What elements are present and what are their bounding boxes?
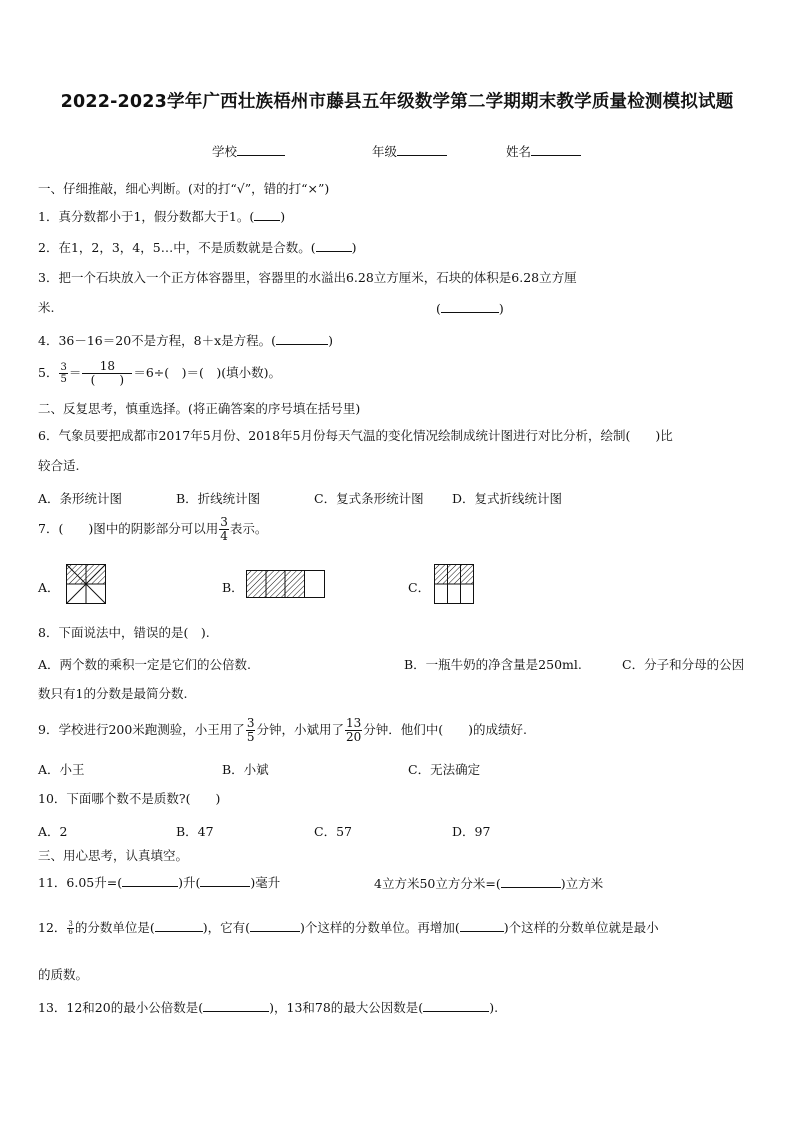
school-blank[interactable]: [237, 143, 285, 156]
q7-text: 7．( )图中的阴影部分可以用: [38, 521, 219, 536]
grade-field: [372, 142, 447, 160]
q7-figure-a: [66, 564, 106, 604]
q11-text-d: 4立方米50立方分米=(: [374, 876, 501, 891]
q5-eq: ＝: [68, 365, 82, 380]
school-label: 学校: [212, 144, 238, 159]
q9-fraction-1: [246, 717, 256, 744]
q12-fraction: [67, 921, 73, 936]
q8-option-c[interactable]: C．分子和分母的公因: [622, 657, 745, 672]
q4-paren-close: ): [328, 333, 333, 348]
question-11-part-2: [374, 874, 603, 892]
q11-text-b: )升(: [178, 875, 201, 890]
q9-text2: 分钟，小斌用了: [256, 722, 344, 737]
q9-text3: 分钟．他们中( )的成绩好.: [363, 722, 527, 737]
question-9: [38, 715, 527, 745]
q1-text: 1．真分数都小于1，假分数都大于1。(: [38, 209, 255, 224]
q6-option-a[interactable]: A．条形统计图: [38, 491, 123, 506]
q13-blank-1[interactable]: [203, 999, 269, 1012]
q12-prefix: 12．: [38, 920, 67, 935]
q9-fraction-2: [345, 717, 362, 744]
q3-answer[interactable]: [441, 300, 499, 313]
q5-f2-den[interactable]: ( ): [90, 373, 125, 387]
section-2-heading: 二、反复思考，慎重选择。(将正确答案的序号填在括号里): [38, 401, 361, 416]
question-10: 10．下面哪个数不是质数?( ): [38, 791, 221, 806]
q5-rest: ＝6÷( )＝( )(填小数)。: [133, 365, 282, 380]
name-label: 姓名: [506, 144, 532, 159]
q9-f2-num: 13: [345, 716, 362, 730]
question-6-line1: 6．气象员要把成都市2017年5月份、2018年5月份每天气温的变化情况绘制成统计图进行对比分析，绘制( )比: [38, 428, 673, 443]
question-3-line1: 3．把一个石块放入一个正方体容器里，容器里的水溢出6.28立方厘米，石块的体积是6.28立方厘: [38, 270, 577, 285]
q7-f-den: 4: [220, 529, 228, 543]
q7-end: 表示。: [229, 521, 268, 536]
grade-blank[interactable]: [397, 143, 447, 156]
exam-title: 2022-2023学年广西壮族梧州市藤县五年级数学第二学期期末教学质量检测模拟试题: [60, 92, 734, 112]
q10-option-b[interactable]: B．47: [176, 824, 214, 839]
q11-text-a: 11．6.05升=(: [38, 875, 123, 890]
question-8: 8．下面说法中，错误的是( ).: [38, 625, 210, 640]
q12-blank-3[interactable]: [460, 919, 504, 932]
q2-answer[interactable]: [316, 239, 352, 252]
q5-prefix: 5．: [38, 365, 59, 380]
q13-text-c: ).: [489, 1000, 499, 1015]
q12-f-num: 3: [68, 920, 73, 928]
q11-blank-3[interactable]: [501, 875, 561, 888]
q6-option-c[interactable]: C．复式条形统计图: [314, 491, 424, 506]
question-2: [38, 239, 357, 256]
q3-paren-close: ): [498, 301, 504, 316]
question-13: [38, 999, 498, 1016]
name-field: [506, 142, 581, 160]
q8-option-a[interactable]: A．两个数的乘积一定是它们的公倍数.: [38, 657, 252, 672]
question-11: [38, 874, 280, 891]
q9-option-b[interactable]: B．小斌: [222, 762, 269, 777]
q7-option-c-label[interactable]: C．: [408, 580, 431, 595]
q9-f2-den: 20: [345, 730, 362, 744]
q9-f1-den: 5: [246, 730, 255, 744]
q1-paren-close: ): [280, 209, 286, 224]
q7-figure-c: [434, 564, 474, 604]
question-3-line2: 米.: [38, 300, 55, 315]
q10-option-d[interactable]: D．97: [452, 824, 491, 839]
q8-option-c-line2: 数只有1的分数是最简分数.: [38, 686, 188, 701]
q11-text-e: )立方米: [560, 876, 604, 891]
q4-answer[interactable]: [276, 332, 328, 345]
q12-text-2: )，它有(: [202, 920, 251, 935]
q7-option-a-label[interactable]: A．: [38, 580, 60, 595]
q3-paren-open: (: [436, 301, 441, 316]
q9-text1: 9．学校进行200米跑测验，小王用了: [38, 722, 245, 737]
q1-answer[interactable]: [254, 208, 280, 221]
question-1: [38, 208, 285, 225]
q7-option-b-label[interactable]: B．: [222, 580, 244, 595]
question-6-line2: 较合适.: [38, 458, 80, 473]
q13-text-b: )，13和78的最大公因数是(: [269, 1000, 424, 1015]
q5-fraction-1: [59, 362, 67, 385]
q4-text: 4．36－16＝20不是方程，8＋x是方程。(: [38, 333, 277, 348]
section-3-heading: 三、用心思考，认真填空。: [38, 848, 189, 863]
q6-option-d[interactable]: D．复式折线统计图: [452, 491, 563, 506]
q11-blank-1[interactable]: [122, 874, 178, 887]
question-7: [38, 516, 267, 543]
grade-label: 年级: [372, 144, 398, 159]
q5-f1-den: 5: [60, 374, 67, 385]
question-5: [38, 360, 281, 387]
q12-text-4: )个这样的分数单位就是最小: [503, 920, 659, 935]
q2-text: 2．在1，2，3，4，5…中，不是质数就是合数。(: [38, 240, 316, 255]
question-12: [38, 916, 659, 940]
q11-text-c: )毫升: [250, 875, 281, 890]
q9-option-a[interactable]: A．小王: [38, 762, 85, 777]
q13-blank-2[interactable]: [423, 999, 489, 1012]
q10-option-c[interactable]: C．57: [314, 824, 352, 839]
q11-blank-2[interactable]: [200, 874, 250, 887]
q12-blank-1[interactable]: [155, 919, 203, 932]
q9-f1-num: 3: [246, 716, 255, 730]
q5-f1-num: 3: [60, 362, 67, 373]
q13-text-a: 13．12和20的最小公倍数是(: [38, 1000, 204, 1015]
q2-paren-close: ): [351, 240, 357, 255]
q7-fraction: [219, 516, 229, 543]
q5-f2-num: 18: [82, 360, 132, 374]
q12-blank-2[interactable]: [250, 919, 300, 932]
q10-option-a[interactable]: A．2: [38, 824, 68, 839]
q6-option-b[interactable]: B．折线统计图: [176, 491, 261, 506]
q12-f-den: 6: [68, 928, 73, 936]
section-1-heading: 一、仔细推敲，细心判断。(对的打“√”，错的打“×”): [38, 181, 330, 196]
q7-figure-b: [246, 570, 326, 598]
q8-option-b[interactable]: B．一瓶牛奶的净含量是250ml.: [404, 657, 582, 672]
q5-fraction-2: [82, 360, 132, 387]
school-field: [212, 142, 285, 160]
question-3-answer: [436, 300, 504, 316]
question-4: [38, 332, 333, 349]
q7-f-num: 3: [220, 515, 228, 529]
question-12-line2: 的质数。: [38, 967, 89, 982]
q12-text-3: )个这样的分数单位。再增加(: [300, 920, 460, 935]
q12-text-1: 的分数单位是(: [74, 920, 155, 935]
q9-option-c[interactable]: C．无法确定: [408, 762, 481, 777]
name-blank[interactable]: [531, 143, 581, 156]
